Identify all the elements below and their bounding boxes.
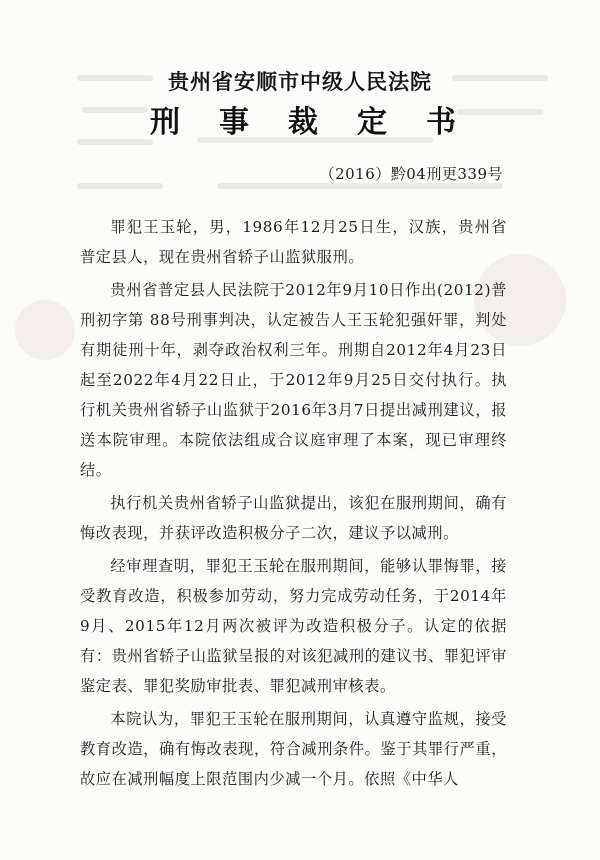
case-number: （2016）黔04刑更339号	[319, 165, 503, 183]
title-char: 刑	[150, 105, 180, 140]
paragraph-findings: 经审理查明，罪犯王玉轮在服刑期间，能够认罪悔罪，接受教育改造，积极参加劳动，努力完成劳动任务，于2014年9月、2015年12月两次被评为改造积极分子。认定的依据有：贵州省轿子山监狱呈报的对该犯减刑的建议书、罪犯评审鉴定表、罪犯奖励审批表、罪犯减刑审核表。	[80, 557, 507, 695]
title-char: 书	[426, 105, 456, 140]
title-char: 事	[219, 105, 249, 140]
paragraph-original-judgment: 贵州省普定县人民法院于2012年9月10日作出(2012)普刑初字第 88号刑事判决，认定被告人王玉轮犯强奸罪，判处有期徒刑十年，剥夺政治权利三年。刑期自2012年4月23日起至2022年4月22日止，于2012年9月25日交付执行。执行机关贵州省轿子山监狱于2016年3月7日提出减刑建议，报送本院审理。本院依法组成合议庭审理了本案，现已审理终结。	[80, 281, 507, 479]
title-char: 定	[357, 105, 387, 140]
paragraph-prison-proposal: 执行机关贵州省轿子山监狱提出，该犯在服刑期间，确有悔改表现，并获评改造积极分子二次，建议予以减刑。	[80, 494, 507, 542]
title-char: 裁	[288, 105, 318, 140]
document-title	[150, 97, 456, 141]
document-body	[80, 212, 507, 797]
paragraph-defendant-info: 罪犯王玉轮，男，1986年12月25日生，汉族，贵州省普定县人，现在贵州省轿子山监狱服刑。	[80, 218, 507, 266]
paragraph-court-opinion: 本院认为，罪犯王玉轮在服刑期间，认真遵守监规，接受教育改造，确有悔改表现，符合减刑条件。鉴于其罪行严重，故应在减刑幅度上限范围内少减一个月。依照《中华人	[80, 710, 507, 788]
court-name: 贵州省安顺市中级人民法院	[168, 69, 432, 94]
